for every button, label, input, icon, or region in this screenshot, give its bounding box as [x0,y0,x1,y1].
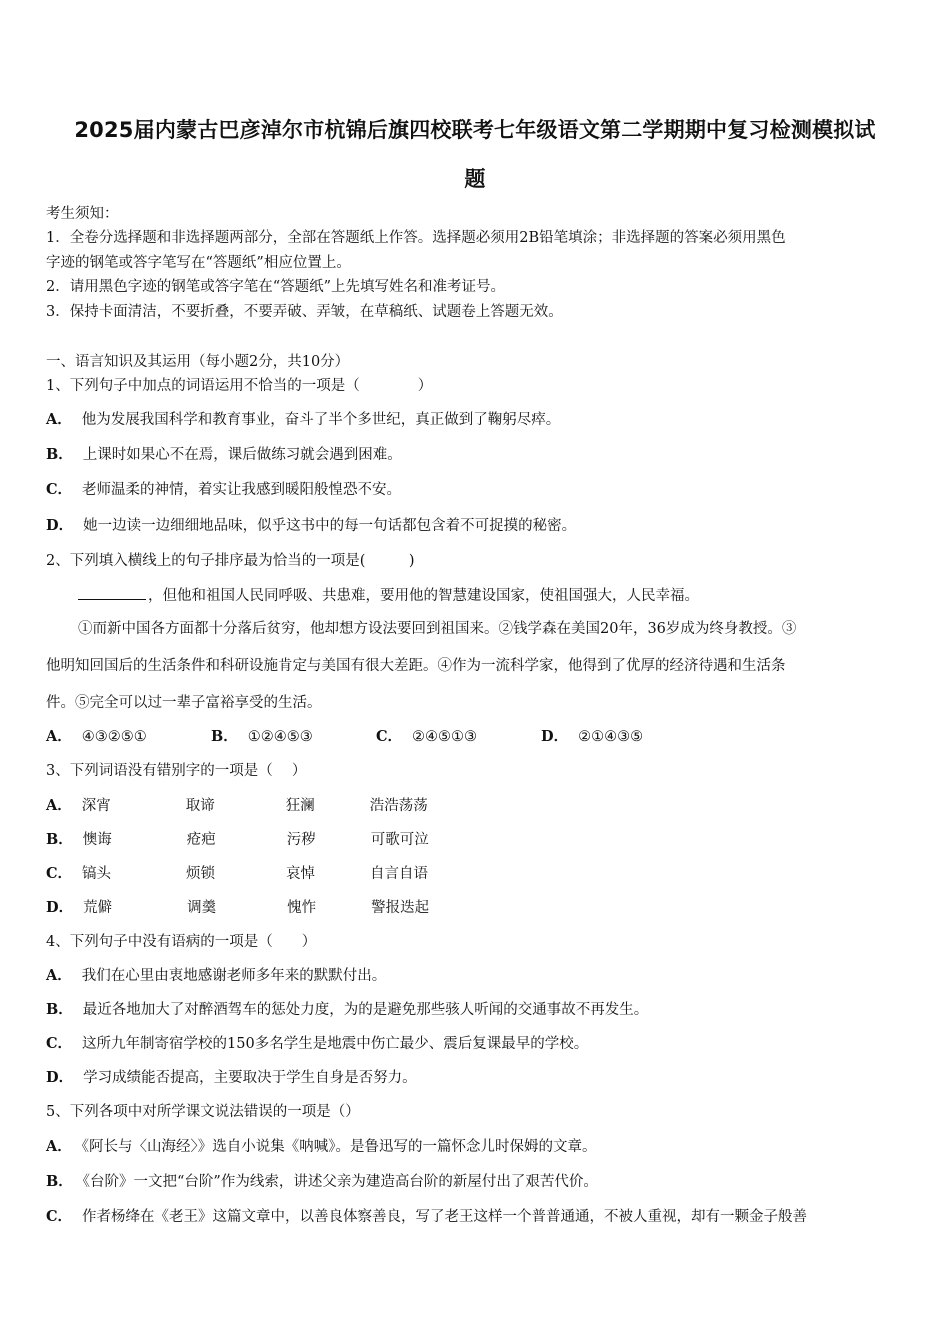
section-1-heading: 一、语言知识及其运用（每小题2分，共10分） [46,354,350,370]
q4-option-c: C． 这所九年制寄宿学校的150多名学生是地震中伤亡最少、震后复课最早的学校。 [46,1035,589,1052]
q3-option-b: B． 懊诲 疮疤 污秽 可歌可泣 [46,831,429,848]
doc-title-line-1: 2025届内蒙古巴彦淖尔市杭锦后旗四校联考七年级语文第二学期期中复习检测模拟试 [74,118,876,142]
q1-option-c: C． 老师温柔的神情，着实让我感到暖阳般惶恐不安。 [46,481,402,498]
q5-stem: 5、下列各项中对所学课文说法错误的一项是（） [46,1104,360,1120]
q5-option-b: B． 《台阶》一文把“台阶”作为线索，讲述父亲为建造高台阶的新屋付出了艰苦代价。 [46,1173,598,1190]
q2-blank-sentence: ，但他和祖国人民同呼吸、共患难，要用他的智慧建设国家，使祖国强大，人民幸福。 [78,585,699,606]
q3-option-c: C． 镐头 烦锁 哀悼 自言自语 [46,865,429,882]
q5-option-c: C． 作者杨绛在《老王》这篇文章中，以善良体察善良，写了老王这样一个普普通通，不被人重视，却有一颗金子般善 [46,1208,808,1225]
notice-item-3: 3．保持卡面清洁，不要折叠，不要弄破、弄皱，在草稿纸、试题卷上答题无效。 [46,304,563,320]
q1-option-b: B． 上课时如果心不在焉，课后做练习就会遇到困难。 [46,446,402,463]
q2-stem: 2、下列填入横线上的句子排序最为恰当的一项是( ) [46,553,415,569]
q4-option-b: B． 最近各地加大了对醉酒驾车的惩处力度，为的是避免那些骇人听闻的交通事故不再发生。 [46,1001,649,1018]
notice-item-2: 2．请用黑色字迹的钢笔或答字笔在“答题纸”上先填写姓名和准考证号。 [46,279,506,295]
q2-option-c: C． ②④⑤①③ [376,728,478,745]
q2-paragraph-line-3: 件。⑤完全可以过一辈子富裕享受的生活。 [46,695,322,711]
q2-option-b: B． ①②④⑤③ [211,728,313,745]
q4-option-d: D． 学习成绩能否提高，主要取决于学生自身是否努力。 [46,1069,417,1086]
q2-option-d: D． ②①④③⑤ [541,728,644,745]
notice-heading: 考生须知： [46,206,119,222]
q2-options-row [46,727,706,747]
q2-paragraph-line-2: 他明知回国后的生活条件和科研设施肯定与美国有很大差距。④作为一流科学家，他得到了优厚的经济待遇和生活条 [46,658,786,674]
notice-item-1a: 1．全卷分选择题和非选择题两部分，全部在答题纸上作答。选择题必须用2B铅笔填涂；非选择题的答案必须用黑色 [46,230,786,246]
doc-title-line-2: 题 [464,167,486,191]
q4-stem: 4、下列句子中没有语病的一项是（ ） [46,934,317,950]
q1-option-d: D． 她一边读一边细细地品味，似乎这书中的每一句话都包含着不可捉摸的秘密。 [46,517,577,534]
q2-paragraph-line-1: ①而新中国各方面都十分落后贫穷，他却想方设法要回到祖国来。②钱学森在美国20年，36岁成为终身教授。③ [78,621,797,637]
q1-option-a: A． 他为发展我国科学和教育事业，奋斗了半个多世纪，真正做到了鞠躬尽瘁。 [46,411,561,428]
q3-stem: 3、下列词语没有错别字的一项是（ ） [46,763,307,779]
notice-item-1b: 字迹的钢笔或答字笔写在“答题纸”相应位置上。 [46,255,351,271]
fill-blank-line [78,585,146,600]
q4-option-a: A． 我们在心里由衷地感谢老师多年来的默默付出。 [46,967,387,984]
q3-option-d: D． 荒僻 调羹 愧怍 警报迭起 [46,899,430,916]
q1-stem: 1、下列句子中加点的词语运用不恰当的一项是（ ） [46,378,433,394]
q3-option-a: A． 深宵 取谛 狂澜 浩浩荡荡 [46,797,428,814]
q2-option-a: A． ④③②⑤① [46,728,147,745]
q5-option-a: A． 《阿长与〈山海经〉》选自小说集《呐喊》。是鲁迅写的一篇怀念儿时保姆的文章。 [46,1138,597,1155]
